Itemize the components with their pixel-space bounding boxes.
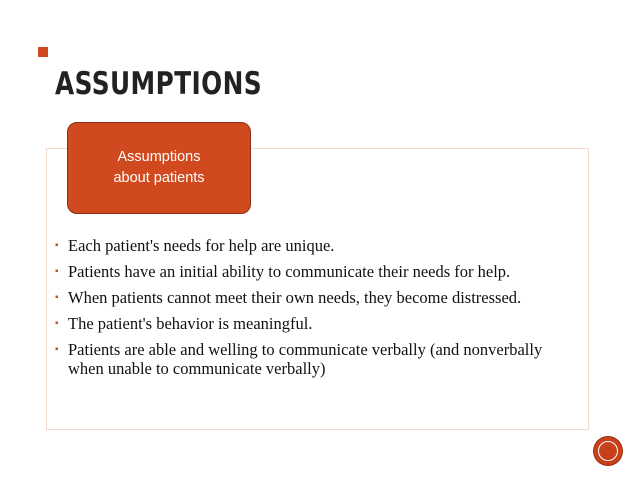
list-item <box>54 340 574 378</box>
list-item-text: Patients have an initial ability to communicate their needs for help. <box>68 262 511 281</box>
bullet-icon: ▪ <box>55 240 59 251</box>
slide-title: ASSUMPTIONS <box>55 66 263 102</box>
list-item <box>54 288 574 307</box>
bullet-icon: ▪ <box>55 292 59 303</box>
list-item <box>54 262 574 281</box>
list-item-text: Patients are able and welling to communicate verbally (and nonverbally when unable to communicate verbally) <box>68 340 543 378</box>
bullet-icon: ▪ <box>55 344 59 355</box>
bullet-icon: ▪ <box>55 266 59 277</box>
list-item <box>54 236 574 255</box>
circle-badge-icon <box>594 437 622 465</box>
assumptions-heading-box <box>67 122 251 214</box>
title-accent-square <box>38 47 48 57</box>
list-item <box>54 314 574 333</box>
list-item-text: Each patient's needs for help are unique. <box>68 236 335 255</box>
list-item-text: When patients cannot meet their own needs, they become distressed. <box>68 288 522 307</box>
bullet-icon: ▪ <box>55 318 59 329</box>
heading-box-label: Assumptions about patients <box>113 149 205 186</box>
list-item-text: The patient's behavior is meaningful. <box>68 314 313 333</box>
assumptions-list <box>54 236 574 385</box>
badge-inner-ring <box>598 441 618 461</box>
